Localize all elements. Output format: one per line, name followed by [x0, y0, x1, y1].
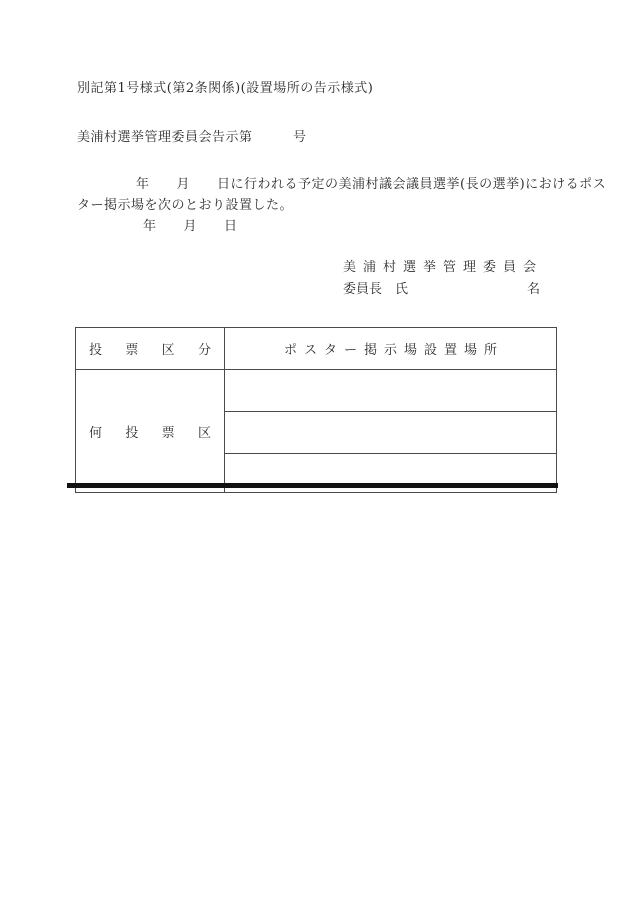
issue-date-line: 年 月 日: [143, 219, 238, 234]
chairperson-label: 委員長 氏: [343, 282, 409, 297]
header-poster-board-location: ポスター掲示場設置場所: [225, 328, 557, 370]
body-text-line-2: ター掲示場を次のとおり設置した。: [77, 198, 294, 213]
cell-location-2: [225, 412, 557, 454]
cell-location-1: [225, 370, 557, 412]
chairperson-line: [343, 282, 540, 297]
poster-location-table: [75, 327, 557, 493]
body-text-line-1: 年 月 日に行われる予定の美浦村議会議員選挙(長の選挙)におけるポス: [136, 177, 607, 192]
table-bottom-thick-rule: [67, 483, 558, 488]
chairperson-name-suffix: 名: [526, 282, 540, 297]
form-style-label: 別記第1号様式(第2条関係)(設置場所の告示様式): [77, 81, 374, 96]
committee-name: 美浦村選挙管理委員会: [343, 260, 544, 275]
cell-district-name: 何投票区: [76, 370, 225, 493]
header-voting-district: 投票区分: [76, 328, 225, 370]
table-header-row: [76, 328, 557, 370]
table-row: [76, 370, 557, 412]
signature-block: [343, 260, 544, 297]
notice-number-line: 美浦村選挙管理委員会告示第 号: [77, 130, 307, 145]
